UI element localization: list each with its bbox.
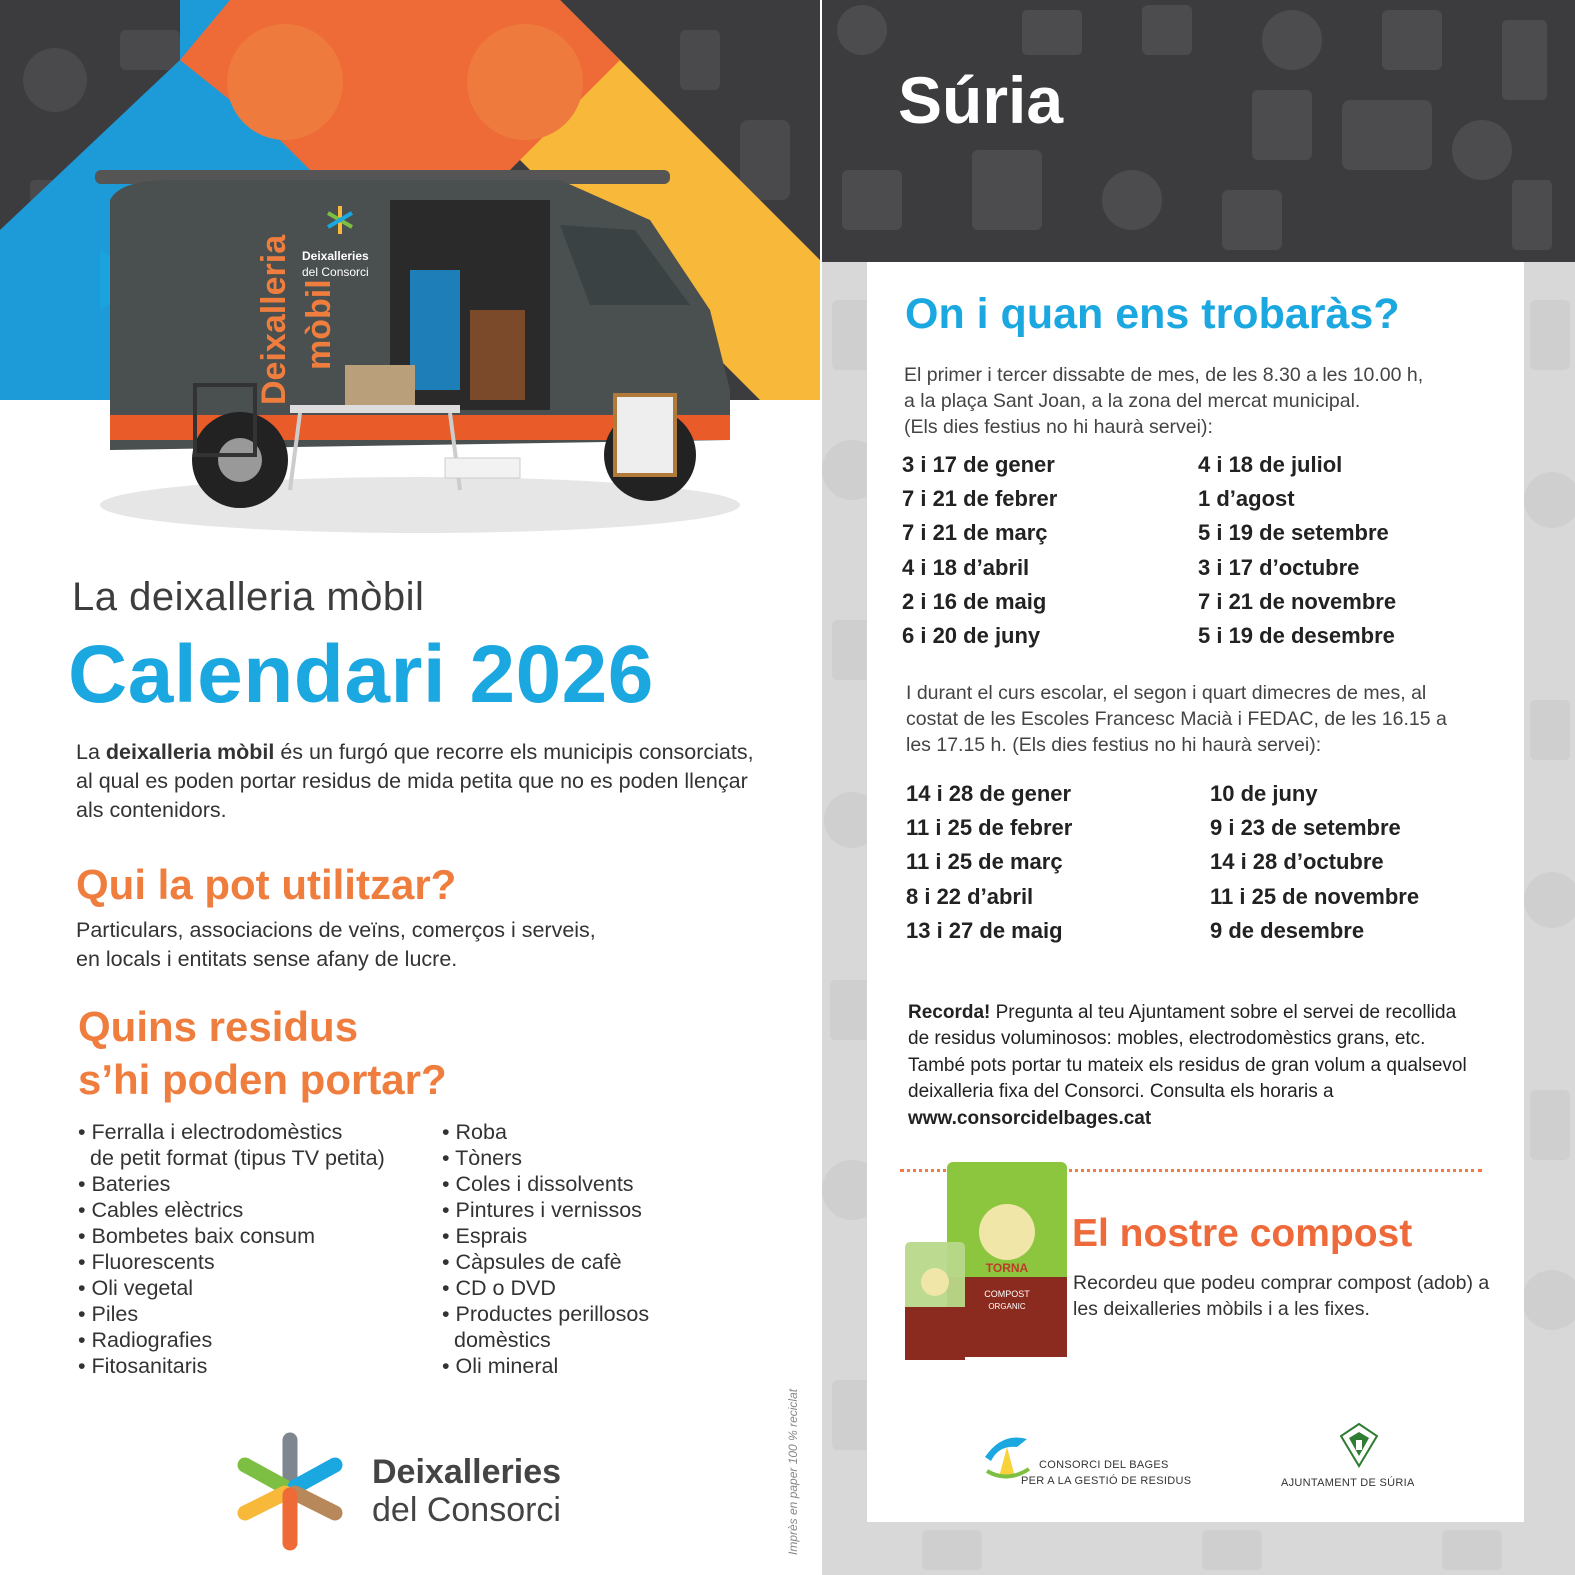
what-heading-line-1: Quins residus [78, 1003, 359, 1050]
website-link[interactable]: www.consorcidelbages.cat [908, 1107, 1152, 1129]
schedule-title: On i quan ens trobaràs? [905, 290, 1400, 338]
deixalleries-logo [230, 1425, 610, 1555]
wednesday-date: 9 de desembre [1210, 917, 1365, 943]
saturday-info-line-3: (Els dies festius no hi haurà servei): [904, 416, 1213, 438]
page-subtitle: La deixalleria mòbil [72, 575, 425, 619]
compost-bags-image [902, 1157, 1072, 1362]
waste-list-column-2 [442, 1119, 649, 1379]
svg-text:ORGANIC: ORGANIC [988, 1302, 1026, 1311]
waste-item: • Oli vegetal [78, 1276, 194, 1300]
ajuntament-suria-logo [1277, 1422, 1447, 1497]
school-info-line-1: I durant el curs escolar, el segon i quart dimecres de mes, al [906, 682, 1427, 704]
waste-item: de petit format (tipus TV petita) [90, 1146, 385, 1170]
saturday-date: 4 i 18 d’abril [902, 554, 1030, 580]
saturday-date: 7 i 21 de febrer [902, 486, 1058, 512]
compost-heading: El nostre compost [1072, 1212, 1413, 1255]
saturday-date: 7 i 21 de març [902, 520, 1048, 546]
mobile-recycling-van-illustration [90, 160, 750, 550]
saturday-date: 5 i 19 de setembre [1198, 520, 1389, 546]
waste-item: • Pintures i vernissos [442, 1198, 642, 1222]
waste-item: • Piles [78, 1302, 139, 1326]
who-text-line-1: Particulars, associacions de veïns, comerços i serveis, [76, 918, 596, 942]
waste-item: • Esprais [442, 1224, 528, 1248]
wednesday-date: 11 i 25 de febrer [906, 815, 1073, 841]
ajuntament-text: AJUNTAMENT DE SÚRIA [1281, 1477, 1415, 1489]
intro-bold: deixalleria mòbil [105, 740, 275, 764]
reminder-paragraph [908, 1000, 1478, 1132]
logo-star-icon [230, 1425, 360, 1555]
waste-item: • Bombetes baix consum [78, 1224, 315, 1248]
svg-text:TORNA: TORNA [985, 1261, 1029, 1275]
saturday-info-line-2: a la plaça Sant Joan, a la zona del mercat municipal. [904, 390, 1361, 412]
schedule-card [867, 262, 1524, 1522]
waste-item: • Fluorescents [78, 1250, 215, 1274]
school-info-line-2: costat de les Escoles Francesc Macià i FEDAC, de les 16.15 a [906, 708, 1447, 730]
wednesday-date: 8 i 22 d’abril [906, 883, 1034, 909]
wednesday-dates-column-1 [906, 777, 1072, 948]
who-heading: Qui la pot utilitzar? [76, 861, 457, 908]
intro-rest: és un furgó que recorre els municipis consorciats, al qual es poden portar residus de mida petita que no es poden llençar als contenidors. [76, 740, 754, 822]
consorci-line-1: CONSORCI DEL BAGES [1039, 1459, 1169, 1471]
school-info-line-3: les 17.15 h. (Els dies festius no hi haurà servei): [906, 734, 1322, 756]
wednesday-date: 9 i 23 de setembre [1210, 815, 1401, 841]
wednesday-date: 11 i 25 de març [906, 849, 1063, 875]
who-text-line-2: en locals i entitats sense afany de lucre. [76, 947, 458, 971]
svg-text:COMPOST: COMPOST [984, 1289, 1030, 1299]
waste-item: • Productes perillosos [442, 1302, 650, 1326]
waste-item: • Cables elèctrics [78, 1198, 244, 1222]
waste-item: • Coles i dissolvents [442, 1172, 634, 1196]
reminder-label: Recorda! [908, 1002, 991, 1023]
recycled-paper-note: Imprès en paper 100 % reciclat [786, 1388, 800, 1555]
logo-line-1: Deixalleries [372, 1453, 562, 1491]
waste-list-column-1 [78, 1119, 385, 1379]
saturday-date: 7 i 21 de novembre [1198, 588, 1397, 614]
waste-item: • Ferralla i electrodomèstics [78, 1120, 343, 1144]
right-header [822, 0, 1575, 262]
wednesday-date: 14 i 28 de gener [906, 781, 1072, 806]
saturday-date: 1 d’agost [1198, 486, 1295, 512]
svg-text:Deixalleries: Deixalleries [302, 249, 369, 263]
waste-item: • Bateries [78, 1172, 171, 1196]
reminder-text: Pregunta al teu Ajuntament sobre el servei de recollida de residus voluminosos: mobles, electrodomèstics grans, etc. També pots portar tu mateix els residus de gran volum a qualsevol deixalleria fixa del Consorci. Consulta els horaris a [908, 1002, 1467, 1103]
waste-item: • Radiografies [78, 1328, 213, 1352]
wednesday-date: 14 i 28 d’octubre [1210, 849, 1384, 875]
wednesday-date: 13 i 27 de maig [906, 917, 1063, 943]
waste-item: • Roba [442, 1120, 507, 1144]
consorci-bages-logo [977, 1427, 1197, 1497]
suria-coat-of-arms-icon [1339, 1422, 1379, 1468]
svg-text:mòbil: mòbil [300, 279, 338, 370]
saturday-info-line-1: El primer i tercer dissabte de mes, de les 8.30 a les 10.00 h, [904, 364, 1424, 386]
waste-item: • Fitosanitaris [78, 1354, 208, 1378]
saturday-date: 6 i 20 de juny [902, 623, 1041, 649]
consorci-line-2: PER A LA GESTIÓ DE RESIDUS [1021, 1475, 1192, 1487]
waste-item: • Càpsules de cafè [442, 1250, 622, 1274]
saturday-date: 3 i 17 d’octubre [1198, 554, 1360, 580]
wednesday-date: 11 i 25 de novembre [1210, 883, 1420, 909]
waste-item: • CD o DVD [442, 1276, 556, 1300]
intro-paragraph [76, 738, 756, 825]
what-heading-line-2: s’hi poden portar? [78, 1056, 447, 1103]
saturday-date: 5 i 19 de desembre [1198, 623, 1395, 649]
saturday-date: 3 i 17 de gener [902, 452, 1055, 477]
saturday-dates-column-2 [1198, 448, 1396, 653]
compost-text: Recordeu que podeu comprar compost (adob) a les deixalleries mòbils i a les fixes. [1073, 1272, 1490, 1320]
saturday-dates-column-1 [902, 448, 1057, 653]
svg-text:del Consorci: del Consorci [302, 265, 369, 279]
intro-prefix: La [76, 740, 106, 764]
logo-line-2: del Consorci [372, 1491, 561, 1529]
waste-item: domèstics [454, 1328, 551, 1352]
right-panel [822, 0, 1575, 1575]
waste-item: • Tòners [442, 1146, 523, 1170]
waste-item: • Oli mineral [442, 1354, 559, 1378]
saturday-date: 2 i 16 de maig [902, 588, 1047, 614]
page-title: Calendari 2026 [68, 629, 654, 720]
wednesday-dates-column-2 [1210, 777, 1419, 948]
svg-text:Deixalleria: Deixalleria [255, 234, 293, 405]
wednesday-date: 10 de juny [1210, 781, 1318, 806]
saturday-date: 4 i 18 de juliol [1198, 452, 1343, 477]
town-name: Súria [898, 63, 1064, 137]
